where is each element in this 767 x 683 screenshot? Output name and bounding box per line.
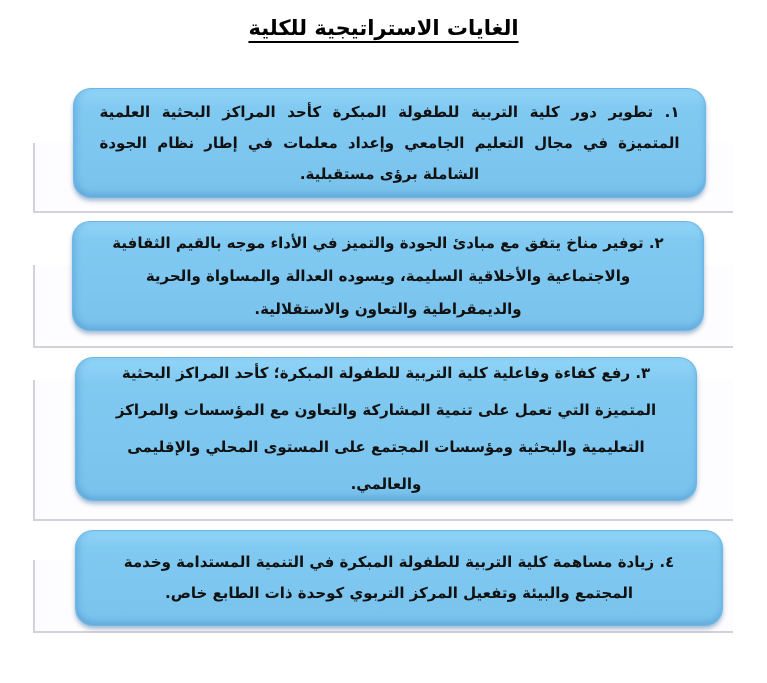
page-title: الغايات الاستراتيجية للكلية	[248, 16, 519, 40]
goal-2-box	[72, 221, 704, 331]
goal-4-text: ٤. زيادة مساهمة كلية التربية للطفولة المبكرة في التنمية المستدامة وخدمة المجتمع والبيئة وتفعيل المركز التربوي كوحدة ذات الطابع خاص.	[123, 553, 675, 602]
goal-1-text: ١. تطوير دور كلية التربية للطفولة المبكرة كأحد المراكز البحثية العلمية المتميزة في مجال التعليم الجامعي وإعداد معلمات في إطار نظام الجودة الشاملة برؤى مستقبلية.	[99, 102, 680, 183]
goal-4-box	[75, 530, 723, 626]
goal-2-text: ٢. توفير مناخ يتفق مع مبادئ الجودة والتميز في الأداء موجه بالقيم الثقافية والاجتماعية والأخلاقية السليمة، ويسوده العدالة والمساواة والحرية والديمقراطية والتعاون والاستقلالية.	[112, 233, 664, 318]
goal-3-box	[75, 357, 697, 501]
goal-1-box	[73, 88, 706, 198]
goal-3-text: ٣. رفع كفاءة وفاعلية كلية التربية للطفولة المبكرة؛ كأحد المراكز البحثية المتميزة التي تعمل على تنمية المشاركة والتعاون مع المؤسسات والمراكز التعليمية والبحثية ومؤسسات المجتمع على المستوى المحلي والإقليمى والعالمي.	[115, 364, 657, 493]
